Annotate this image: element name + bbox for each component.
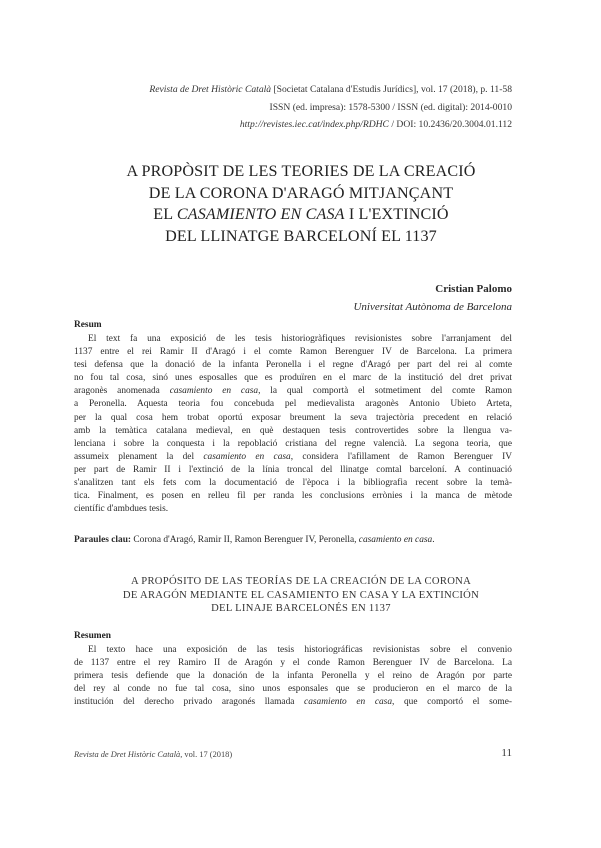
masthead-doi [52,116,512,134]
resumen-line: del rey al conde no fue tal cosa, sino unos esponsales que se producieron en el marco de la [74,684,512,695]
resumen-line-part: , que comportó el some- [392,697,512,708]
resum-line: per la qual cosa hem trobat oportú exposar breument la seva trajectòria precedent en relació [74,412,512,423]
resumen-line: primera tesis defiende que la donación de la infanta Peronella y el reino de Aragón por parte [74,671,512,682]
resum-line-part: casamiento en casa [203,451,291,462]
resum-paragraph [74,333,512,516]
resum-line: lenciana i sobre la conquesta i la repoblació cristiana del regne valencià. La segona teoria, que [74,438,512,449]
resumen-line: El texto hace una exposición de las tesis historiográficas revisionistas sobre el convenio [88,645,512,655]
author-block [353,280,512,316]
resum-line: amb la temàtica catalana medieval, en què destaquen tesis controvertides sobre la llengua va- [74,425,512,436]
resum-line: a Peronella. Aquesta teoria fou concebuda pel medievalista aragonès Antonio Ubieto Arteta, [74,399,512,410]
resum-line: 1137 entre el rei Ramir II d'Aragó i el comte Ramon Berenguer IV de Barcelona. La primera [74,347,512,358]
resum-line: El text fa una exposició de les tesis historiogràfiques revisionistes sobre l'arranjament del [88,334,512,344]
journal-masthead [52,81,512,134]
resum-label: Resum [74,320,102,330]
resumen-line: de 1137 entre el rey Ramiro II de Aragón y el conde Ramon Berenguer IV de Barcelona. La [74,658,512,669]
masthead-journal-name: Revista de Dret Històric Català [149,84,272,95]
resum-line: tica. Finalment, es posen en relleu fil per randa les conclusions errònies i la manca de mètode [74,491,512,502]
title-line-3-b: I L'EXTINCIÓ [344,206,449,223]
resum-line: s'analitzen tant els fets com la documentació de l'època i la bibliografia recent sobre la temà- [74,478,512,489]
title-line-2: DE LA CORONA D'ARAGÓ MITJANÇANT [148,184,454,202]
resumen-line-part: casamiento en casa [304,697,393,708]
resum-line: no fou tal cosa, sinó unes esposalles que es produïren en el marc de la institució del dret privat [74,373,512,384]
resum-line-part: , la qual comportà el sotmetiment del comte Ramon [258,386,512,397]
spanish-title-line-3: DEL LINAJE BARCELONÉS EN 1137 [211,603,391,615]
title-line-4: DEL LLINATGE BARCELONÍ EL 1137 [165,227,437,245]
spanish-title [60,575,542,616]
resum-line [74,451,512,464]
resum-line: per part de Ramir II i l'extinció de la línia troncal del llinatge comtal barceloní. A continuació [74,464,512,475]
resum-line: tesi defensa que la donació de la infanta Peronella i el regne d'Aragó per part del rei al comte [74,360,512,371]
author-affiliation: Universitat Autònoma de Barcelona [353,301,512,313]
title-line-3-italic: CASAMIENTO EN CASA [176,206,345,223]
title-line-3-a: EL [153,206,177,223]
spanish-title-line-1: A PROPÓSITO DE LAS TEORÍAS DE LA CREACIÓN DE LA CORONA [130,576,472,587]
keywords-label: Paraules clau: [74,535,132,545]
title-line-1: A PROPÒSIT DE LES TEORIES DE LA CREACIÓ [126,163,476,180]
resumen-label: Resumen [74,631,111,641]
masthead-doi-text: / DOI: 10.2436/20.3004.01.112 [388,119,512,130]
spanish-title-line-2: DE ARAGÓN MEDIANTE EL CASAMIENTO EN CASA Y LA EXTINCIÓN [122,589,480,601]
page-footer [74,750,232,759]
keywords-text: Corona d'Aragó, Ramir II, Ramon Berenguer IV, Peronella, [131,535,359,545]
resum-line [74,385,512,398]
keywords-line [74,534,514,547]
author-name: Cristian Palomo [435,283,512,295]
resum-line-part: , considera l'afillament de Ramon Berenguer IV [290,451,512,462]
resum-line-part: assumeix plenament la del [74,451,204,462]
footer-journal: Revista de Dret Històric Català [74,750,181,759]
resumen-line [74,696,512,709]
resum-line: científic d'ambdues tesis. [74,504,169,515]
page-number: 11 [501,747,512,759]
footer-volume: , vol. 17 (2018) [180,750,233,759]
resumen-paragraph [74,644,512,709]
resum-line-part: casamiento en casa [169,386,259,397]
keywords-italic: casamiento en casa [358,535,433,545]
masthead-citation [52,81,512,99]
article-title [60,161,542,247]
resum-line-part: aragonès anomenada [74,386,170,397]
masthead-citation-rest: [Societat Catalana d'Estudis Jurídics], vol. 17 (2018), p. 11-58 [271,84,512,95]
resumen-line-part: institución del derecho privado aragonés llamada [74,697,305,708]
keywords-end: . [432,535,435,545]
title-line-3 [60,204,542,226]
masthead-url-link[interactable]: http://revistes.iec.cat/index.php/RDHC [239,119,389,130]
masthead-issn: ISSN (ed. impresa): 1578-5300 / ISSN (ed. digital): 2014-0010 [269,101,512,113]
